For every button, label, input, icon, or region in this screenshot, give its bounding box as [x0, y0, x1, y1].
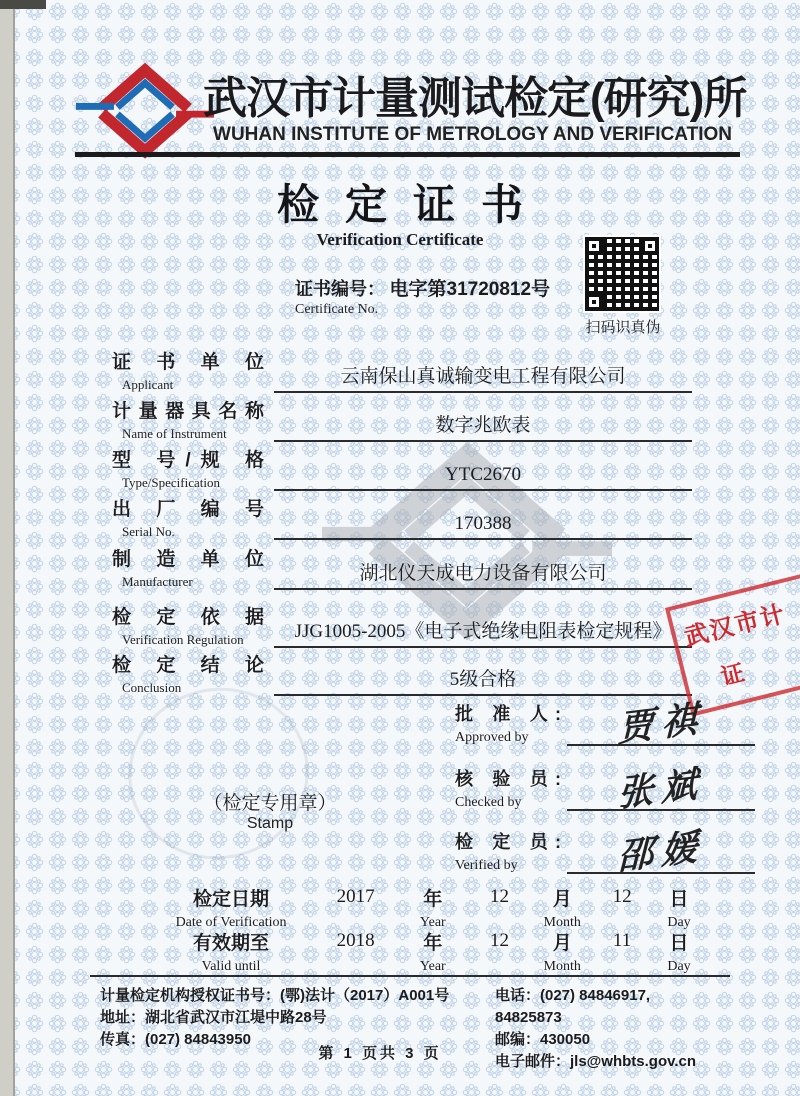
year-unit-en: Year [419, 915, 446, 930]
page-number: 第 1 页共 3 页 [318, 1045, 442, 1062]
header-rule [75, 152, 740, 157]
fax-line: 传真：(027) 84843950 [100, 1031, 251, 1048]
qr-finder-icon [641, 237, 659, 255]
qr-caption: 扫码识真伪 [585, 319, 661, 336]
signature-row-checked [455, 763, 755, 815]
field-label-cn: 计 量 器 具 名 称 [112, 401, 264, 422]
date-label-en: Valid until [201, 959, 261, 974]
field-label-cn: 制 造 单 位 [112, 549, 264, 570]
field-label-cn: 出 厂 编 号 [112, 499, 264, 520]
date-label-cn: 有效期至 [193, 933, 270, 954]
month-unit-en: Month [543, 915, 581, 930]
field-label-en: Applicant [122, 377, 174, 392]
day-unit-en: Day [667, 959, 691, 974]
year-unit-en: Year [419, 959, 446, 974]
field-label-cn: 证 书 单 位 [112, 352, 264, 373]
date-day-value: 11 [612, 930, 632, 951]
field-value: 170388 [274, 512, 692, 540]
field-value: YTC2670 [274, 463, 692, 491]
field-label-en: Verification Regulation [122, 632, 244, 647]
certificate-title-en: Verification Certificate [316, 230, 484, 249]
red-stamp-text: 武汉市计 [681, 600, 790, 652]
month-unit-en: Month [543, 959, 581, 974]
signature-label-en: Checked by [455, 795, 522, 810]
field-row-type-spec [112, 450, 692, 491]
field-value: 湖北仪天成电力设备有限公司 [274, 562, 692, 590]
date-row-valid-until [148, 928, 708, 975]
date-label-cn: 检定日期 [193, 889, 270, 910]
field-label-cn: 检 定 依 据 [112, 607, 264, 628]
year-unit-cn: 年 [423, 889, 443, 910]
field-label-en: Serial No. [122, 524, 175, 539]
date-month-value: 12 [489, 886, 509, 907]
postcode-line: 邮编：430050 [495, 1031, 591, 1048]
footer-rule [90, 975, 730, 977]
qr-finder-icon [585, 293, 603, 311]
field-row-verification-regulation [112, 607, 692, 648]
date-year-value: 2018 [336, 930, 375, 951]
red-stamp-text: 证 [718, 656, 757, 690]
stamp-note-cn: （检定专用章） [203, 793, 337, 814]
phone-line: 电话：(027) 84846917, 84825873 [495, 987, 651, 1026]
field-row-applicant [112, 352, 692, 393]
email-line: 电子邮件：jls@whbts.gov.cn [495, 1053, 697, 1070]
month-unit-cn: 月 [552, 889, 572, 910]
signature-label-en: Approved by [455, 730, 529, 745]
certificate-title-cn: 检定证书 [276, 181, 549, 228]
field-row-instrument-name [112, 401, 692, 442]
field-value: 数字兆欧表 [274, 414, 692, 442]
day-unit-cn: 日 [669, 889, 689, 910]
day-unit-cn: 日 [669, 933, 689, 954]
date-month-value: 12 [489, 930, 509, 951]
field-label-en: Name of Instrument [122, 426, 227, 441]
field-row-serial-no [112, 499, 692, 540]
date-label-en: Date of Verification [175, 915, 287, 930]
signature-label-en: Verified by [455, 858, 518, 873]
certificate-number-value: 电字第31720812号 [389, 279, 551, 300]
month-unit-cn: 月 [552, 933, 572, 954]
institute-logo [76, 58, 214, 166]
signature-label-cn: 核 验 员: [455, 769, 561, 789]
certificate-number-row [295, 274, 550, 301]
signature-label-cn: 批 准 人: [455, 704, 561, 724]
day-unit-en: Day [667, 915, 691, 930]
field-label-en: Type/Specification [122, 475, 221, 490]
institute-name-en: WUHAN INSTITUTE OF METROLOGY AND VERIFICATION [213, 124, 732, 145]
handwritten-signature: 贾祺 [617, 698, 706, 750]
signature-row-verified [455, 826, 755, 878]
date-year-value: 2017 [336, 886, 375, 907]
authorization-no: 计量检定机构授权证书号：(鄂)法计（2017）A001号 [100, 987, 450, 1004]
date-day-value: 12 [612, 886, 632, 907]
field-label-cn: 检 定 结 论 [112, 655, 264, 676]
field-label-en: Manufacturer [122, 574, 193, 589]
field-value: 云南保山真诚输变电工程有限公司 [274, 365, 692, 393]
date-row-verification [148, 884, 708, 931]
handwritten-signature: 邵媛 [617, 826, 706, 878]
stamp-note-en: Stamp [246, 815, 294, 832]
qr-code [585, 237, 659, 311]
year-unit-cn: 年 [423, 933, 443, 954]
signature-row-approved [455, 698, 755, 750]
faint-round-stamp [110, 669, 327, 879]
certificate-number-label: 证书编号： [295, 279, 385, 299]
certificate-number-label-en: Certificate No. [295, 302, 379, 317]
address-line: 地址：湖北省武汉市江堤中路28号 [100, 1009, 327, 1026]
field-label-cn: 型 号/规 格 [112, 450, 264, 471]
field-value: 5级合格 [274, 668, 692, 696]
institute-name-cn: 武汉市计量测试检定(研究)所 [203, 74, 747, 123]
field-row-manufacturer [112, 549, 692, 590]
handwritten-signature: 张斌 [617, 763, 706, 815]
qr-finder-icon [585, 237, 603, 255]
field-value: JJG1005-2005《电子式绝缘电阻表检定规程》 [274, 620, 692, 648]
field-label-en: Conclusion [122, 680, 182, 695]
signature-label-cn: 检 定 员: [455, 832, 561, 852]
